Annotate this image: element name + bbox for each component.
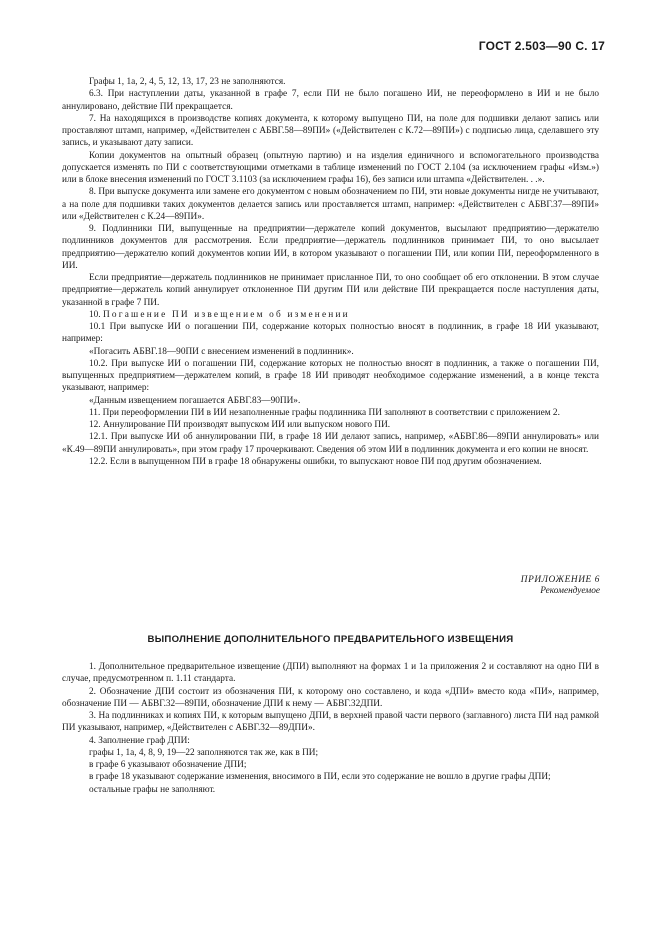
paragraph: 8. При выпуске документа или замене его документом с новым обозначением по ПИ, эти новые документы нигде не учитывают, а на поле для подшивки таких документов делается запись или проставляется штамп, например: «Действителен с АБВГ.37—89ПИ» или «Действителен с К.24—89ПИ». [62, 187, 599, 222]
paragraph: остальные графы не заполняют. [89, 784, 216, 795]
paragraph: 4. Заполнение граф ДПИ: [89, 735, 190, 746]
paragraph: 2. Обозначение ДПИ состоит из обозначения ПИ, к которому оно составлено, и кода «ДПИ» вместо кода «ПИ», например, обозначение ПИ — АБВГ.32—89ПИ, обозначение ДПИ к нему — АБВГ.32ДПИ. [62, 686, 599, 709]
paragraph: 1. Дополнительное предварительное извещение (ДПИ) выполняют на формах 1 и 1а приложения 2 и составляют на одно ПИ в случае, предусмотренном п. 1.11 стандарта. [62, 662, 599, 685]
paragraph: 10.1 При выпуске ИИ о погашении ПИ, содержание которых полностью вносят в подлинник, в графе 18 ИИ указывают, например: [62, 322, 599, 345]
paragraph: Графы 1, 1а, 2, 4, 5, 12, 13, 17, 23 не заполняются. [89, 77, 286, 87]
paragraph: 12. Аннулирование ПИ производят выпуском ИИ или выпуском нового ПИ. [89, 420, 391, 430]
paragraph: «Данным извещением погашается АБВГ.83—90ПИ». [89, 395, 301, 406]
paragraph: Если предприятие—держатель подлинников не принимает присланное ПИ, то оно сообщает об его отклонении. В этом случае предприятие—держатель копий аннулирует отклоненное ПИ другим ПИ или действие ПИ прекращается после наступления даты, указанной в графе 7 ПИ. [62, 273, 599, 308]
appendix-text [62, 661, 599, 796]
paragraph: графы 1, 1а, 4, 8, 9, 19—22 заполняются так же, как в ПИ; [89, 747, 319, 758]
section-heading-10 [62, 309, 599, 321]
appendix-label [521, 575, 600, 597]
paragraph: в графе 18 указывают содержание изменения, вносимого в ПИ, если это содержание не вошло в другие графы ДПИ; [89, 772, 551, 783]
section-number: 10. [89, 309, 101, 320]
section-title: ВЫПОЛНЕНИЕ ДОПОЛНИТЕЛЬНОГО ПРЕДВАРИТЕЛЬНОГО ИЗВЕЩЕНИЯ [147, 634, 514, 645]
paragraph: 11. При переоформлении ПИ в ИИ незаполненные графы подлинника ПИ заполняют в соответствии с приложением 2. [89, 407, 560, 418]
paragraph: 12.2. Если в выпущенном ПИ в графе 18 обнаружены ошибки, то выпускают новое ПИ под другим обозначением. [89, 456, 542, 467]
paragraph: 7. На находящихся в производстве копиях документа, к которому выпущено ПИ, на поле для подшивки делают запись или проставляют штамп, например, «Действителен с АБВГ.58—89ПИ» («Действителен с К.72—89ПИ») с подписью лица, сделавшего эту запись, и указывают дату записи. [62, 113, 599, 149]
appendix-subtitle: Рекомендуемое [540, 586, 600, 596]
paragraph: Копии документов на опытный образец (опытную партию) и на изделия единичного и вспомогательного производства допускается изменять по ПИ с соответствующими отметками в таблице изменений по ГОСТ 2.104 (за исключением графы «Изм.») или в блоке внесения изменений по ГОСТ 3.1103 (за исключением графы 16), без записи или штампа «Действителен. . .». [62, 150, 599, 185]
paragraph: «Погасить АБВГ.18—90ПИ с внесением изменений в подлинник». [89, 346, 354, 357]
section-heading-text: Погашение ПИ извещением об изменении [102, 309, 350, 320]
paragraph: в графе 6 указывают обозначение ДПИ; [89, 760, 247, 770]
paragraph: 3. На подлинниках и копиях ПИ, к которым выпущено ДПИ, в верхней правой части первого (заглавного) листа ПИ над рамкой ПИ указывают, например, «Действителен с АБВГ.32—89ДПИ». [62, 711, 599, 734]
appendix-title: ПРИЛОЖЕНИЕ 6 [520, 575, 600, 585]
main-text [62, 76, 599, 468]
page-header: ГОСТ 2.503—90 С. 17 [478, 39, 605, 53]
paragraph: 6.3. При наступлении даты, указанной в графе 7, если ПИ не было погашено ИИ, не переоформлено в ИИ и не было аннулировано, действие ПИ прекращается. [62, 89, 599, 112]
paragraph: 10.2. При выпуске ИИ о погашении ПИ, содержание которых не полностью вносят в подлинник, а также о погашении ПИ, выпущенных предприятием—держателем копий, в графе 18 ИИ приводят необходимое содержание изменений, а в конце текста указывают, например: [62, 358, 599, 394]
paragraph: 9. Подлинники ПИ, выпущенные на предприятии—держателе копий документов, высылают предприятию—держателю подлинников документов для рассмотрения. Если предприятие—держатель подлинников принимает ПИ, то оно высылает предприятию—держателю копий документов копии ИИ, в котором указывают о погашении ПИ, или копии ПИ, переоформленного в ИИ. [62, 224, 599, 271]
paragraph: 12.1. При выпуске ИИ об аннулировании ПИ, в графе 18 ИИ делают запись, например, «АБВГ.86—89ПИ аннулировать» или «К.49—89ПИ аннулировать», при этом графу 17 прочеркивают. Сведения об этом ИИ в подлинник документа и его копии не вносят. [62, 432, 599, 455]
